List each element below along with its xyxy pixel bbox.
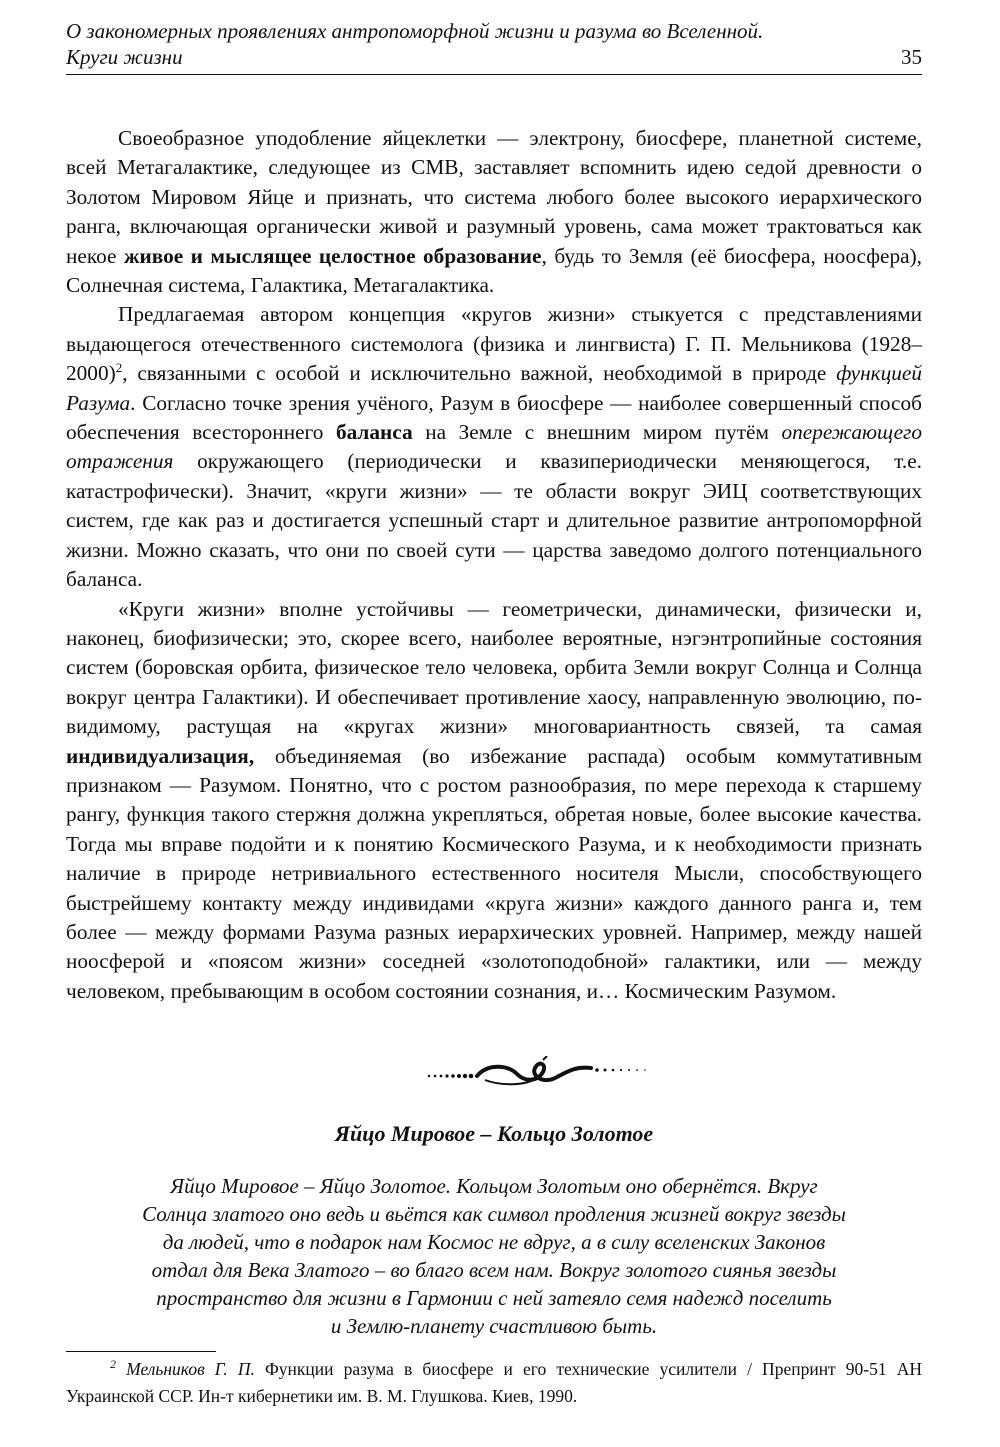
decorative-divider-icon [425, 1056, 655, 1090]
running-head [66, 18, 922, 70]
footnote-author: Мельников Г. П. [126, 1359, 255, 1379]
verse-line: Яйцо Мировое – Яйцо Золотое. Кольцом Золотым оно обернётся. Вкруг [170, 1174, 818, 1198]
running-head-subtitle: Круги жизни [66, 45, 183, 69]
italic-phrase: функцией Разума [66, 361, 922, 415]
verse-line: пространство для жизни в Гармонии с ней затеяло семя надежд поселить [156, 1286, 832, 1310]
verse-line: отдал для Века Златого – во благо всем нам. Вокруг золотого сиянья звезды [151, 1258, 837, 1282]
paragraph-1: Своеобразное уподобление яйцеклетки — электрону, биосфере, планетной системе, всей Метагалактике, следующее из СМВ, заставляет вспомнить идею седой древности о Золотом Мировом Яйце и признать, что система любого более высокого иерархического ранга, включающая органически живой и разумный уровень, сама может трактоваться как некое живое и мыслящее целостное образование, будь то Земля (её биосфера, ноосфера), Солнечная система, Галактика, Метагалактика. [66, 126, 922, 298]
footnote [66, 1356, 922, 1410]
footnote-ref[interactable]: 2 [115, 360, 123, 376]
main-text [66, 124, 922, 1006]
footnote-text: Функции разума в биосфере и его технические усилители / Препринт 90-51 АН Украинской ССР. Ин-т кибернетики им. В. М. Глушкова. Киев, 1990. [66, 1359, 922, 1406]
bold-phrase: баланса [335, 420, 413, 445]
paragraph-2: Предлагаемая автором концепция «кругов жизни» стыкуется с представлениями выдающегося отечественного системолога (физика и лингвиста) Г. П. Мельникова (1928–2000)$^2$, связанными с особой и исключительно важной, необходимой в природе функцией Разума. Согласно точке зрения учёного, Разум в биосфере — наиболее совершенный способ обеспечения всестороннего баланса на Земле с внешним миром путём опережающего отражения окружающего (периодически и квазипериодически меняющегося, т.е. катастрофически). Значит, «круги жизни» — те области вокруг ЭИЦ соответствующих систем, где как раз и достигается успешный старт и длительное развитие антропоморфной жизни. Можно сказать, что они по своей сути — царства заведомо долгого потенциального баланса. [66, 302, 922, 592]
section-title: Яйцо Мировое – Кольцо Золотое [334, 1121, 654, 1146]
verse-line: да людей, что в подарок нам Космос не вдруг, а в силу вселенских Законов [162, 1230, 826, 1254]
verse-block [66, 1172, 922, 1340]
verse-line: и Землю-планету счастливою быть. [330, 1314, 658, 1338]
italic-phrase: опережающего отражения [66, 420, 922, 474]
footnote-rule [66, 1351, 216, 1352]
bold-phrase: живое и мыслящее целостное образование [124, 243, 542, 268]
page-number: 35 [901, 45, 922, 69]
paragraph-3: «Круги жизни» вполне устойчивы — геометрически, динамически, физически и, наконец, биофизически; это, скорее всего, наиболее вероятные, нэгэнтропийные состояния систем (боровская орбита, физическое тело человека, орбита Земли вокруг Солнца и Солнца вокруг центра Галактики). И обеспечивает противление хаосу, направленную эволюцию, по-видимому, растущая на «кругах жизни» многовариантность связей, та самая индивидуализация, объединяемая (во избежание распада) особым коммутативным признаком — Разумом. Понятно, что с ростом разнообразия, по мере перехода к старшему рангу, функция такого стержня должна укрепляться, обретая новые, более высокие качества. Тогда мы вправе подойти и к понятию Космического Разума, и к необходимости признать наличие в природе нетривиального естественного носителя Мысли, способствующего быстрейшему контакту между индивидами «круга жизни» каждого данного ранга и, тем более — между формами Разума разных иерархических уровней. Например, между нашей ноосферой и «поясом жизни» соседней «золотоподобной» галактики, или — между человеком, пребывающим в особом состоянии сознания, и… Космическим Разумом. [66, 596, 922, 1003]
running-head-title: О закономерных проявлениях антропоморфной жизни и разума во Вселенной. [66, 19, 764, 43]
verse-line: Солнца златого оно ведь и вьётся как символ продления жизней вокруг звезды [142, 1202, 846, 1226]
bold-phrase: индивидуализация, [66, 743, 255, 768]
header-rule [66, 74, 922, 75]
footnote-mark: 2 [110, 1357, 116, 1372]
